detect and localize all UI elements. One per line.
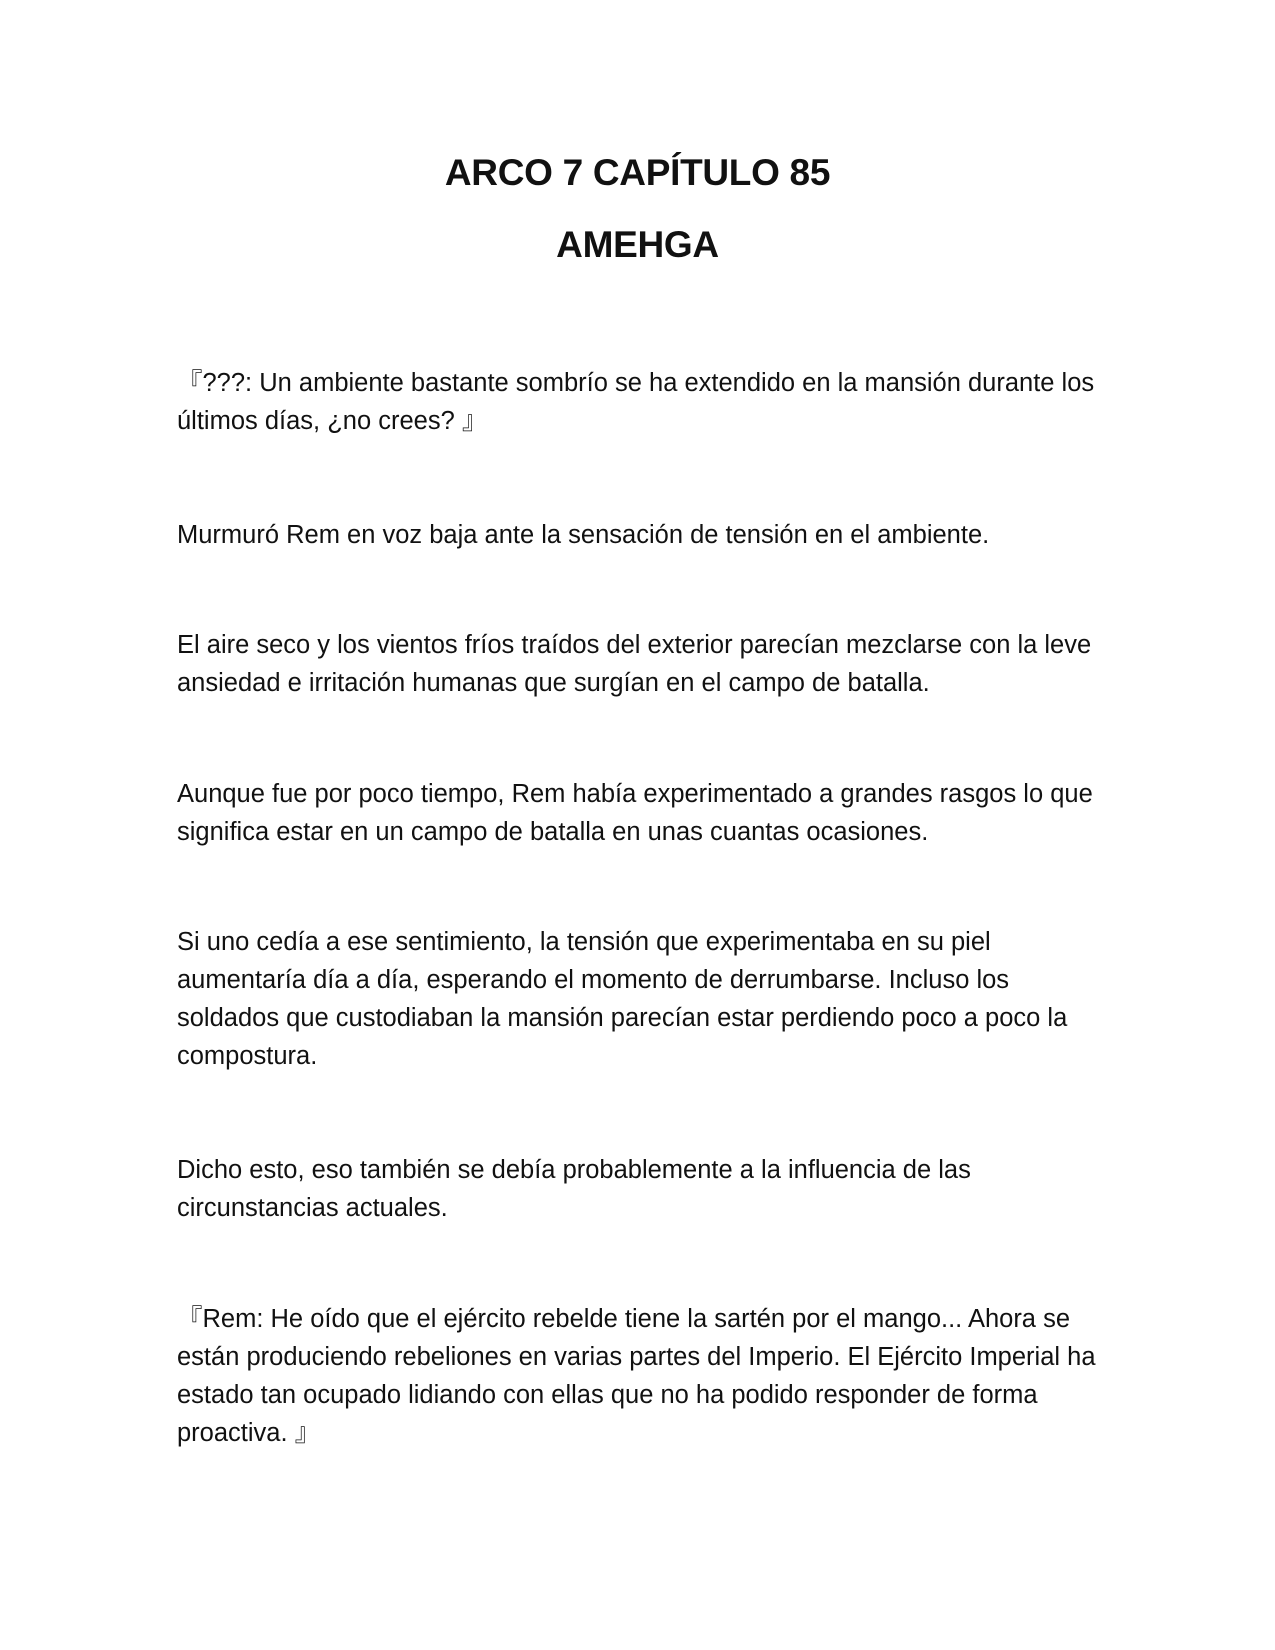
paragraph-1: 『???: Un ambiente bastante sombrío se ha extendido en la mansión durante los últimos días, ¿no crees? 』 [177,369,1095,435]
paragraph-7: 『Rem: He oído que el ejército rebelde tiene la sartén por el mango... Ahora se están produciendo rebeliones en varias partes del Imperio. El Ejército Imperial ha estado tan ocupado lidiando con ellas que no ha podido responder de forma proactiva. 』 [177,1305,1096,1447]
paragraph-4: Aunque fue por poco tiempo, Rem había experimentado a grandes rasgos lo que significa estar en un campo de batalla en unas cuantas ocasiones. [177,780,1093,846]
paragraph-6: Dicho esto, eso también se debía probablemente a la influencia de las circunstancias actuales. [177,1156,971,1222]
paragraph-5: Si uno cedía a ese sentimiento, la tensión que experimentaba en su piel aumentaría día a día, esperando el momento de derrumbarse. Incluso los soldados que custodiaban la mansión parecían estar perdiendo poco a poco la compostura. [177,928,1068,1070]
chapter-title: ARCO 7 CAPÍTULO 85 [444,152,831,193]
paragraph-3: El aire seco y los vientos fríos traídos del exterior parecían mezclarse con la leve ansiedad e irritación humanas que surgían en el campo de batalla. [177,631,1092,697]
chapter-subtitle: AMEHGA [556,224,719,265]
paragraph-2: Murmuró Rem en voz baja ante la sensación de tensión en el ambiente. [177,521,990,549]
